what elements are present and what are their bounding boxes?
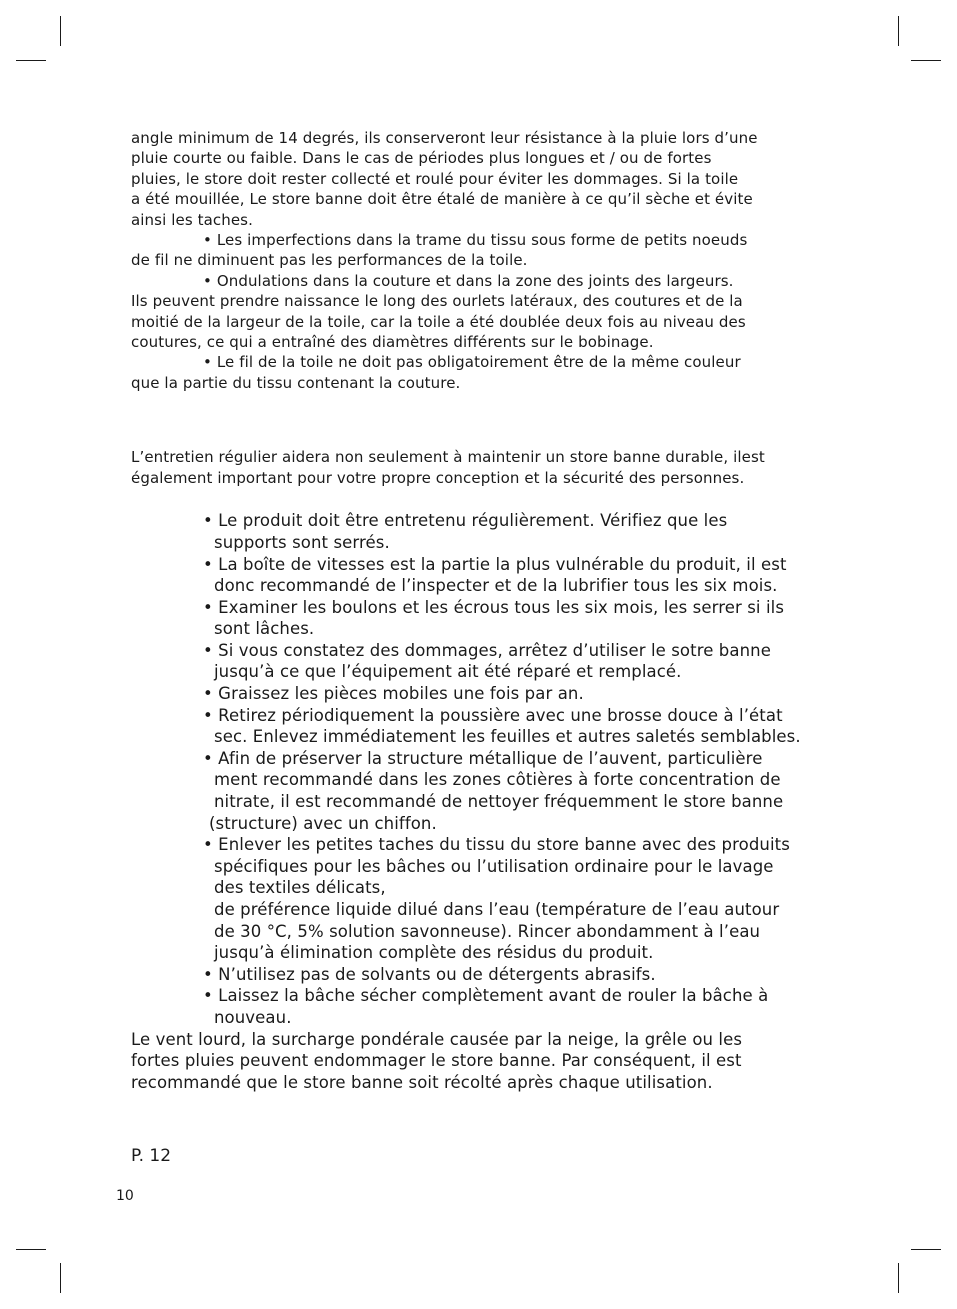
list-item: de 30 °C, 5% solution savonneuse). Rincer abondamment à l’eau	[214, 922, 761, 941]
page-reference: P. 12	[131, 1146, 172, 1166]
crop-mark	[898, 16, 899, 46]
list-item: des textiles délicats,	[214, 878, 386, 897]
list-item: jusqu’à ce que l’équipement ait été réparé et remplacé.	[214, 662, 682, 681]
list-item: sec. Enlevez immédiatement les feuilles et autres saletés semblables.	[214, 727, 801, 746]
list-item: • La boîte de vitesses est la partie la plus vulnérable du produit, il est	[203, 555, 787, 574]
list-item: supports sont serrés.	[214, 533, 390, 552]
text-line: pluie courte ou faible. Dans le cas de périodes plus longues et / ou de fortes	[131, 149, 712, 167]
crop-mark	[16, 60, 46, 61]
list-item: • Enlever les petites taches du tissu du store banne avec des produits	[203, 835, 790, 854]
list-item: sont lâches.	[214, 619, 315, 638]
bullet-line: • Ondulations dans la couture et dans la zone des joints des largeurs.	[203, 272, 734, 290]
list-item: ment recommandé dans les zones côtières à forte concentration de	[214, 770, 781, 789]
text-line: de fil ne diminuent pas les performances de la toile.	[131, 251, 528, 269]
list-item: • Si vous constatez des dommages, arrêtez d’utiliser le sotre banne	[203, 641, 771, 660]
list-item: (structure) avec un chiffon.	[209, 814, 437, 833]
crop-mark	[60, 16, 61, 46]
list-item: jusqu’à élimination complète des résidus du produit.	[214, 943, 654, 962]
text-line: pluies, le store doit rester collecté et roulé pour éviter les dommages. Si la toile	[131, 170, 739, 188]
list-item: donc recommandé de l’inspecter et de la lubrifier tous les six mois.	[214, 576, 778, 595]
bullet-line: • Les imperfections dans la trame du tissu sous forme de petits noeuds	[203, 231, 748, 249]
bullet-line: • Le fil de la toile ne doit pas obligatoirement être de la même couleur	[203, 353, 741, 371]
list-item: • Le produit doit être entretenu régulièrement. Vérifiez que les	[203, 511, 728, 530]
list-item: spécifiques pour les bâches ou l’utilisation ordinaire pour le lavage	[214, 857, 774, 876]
list-item: • Afin de préserver la structure métallique de l’auvent, particulière	[203, 749, 763, 768]
text-line: fortes pluies peuvent endommager le store banne. Par conséquent, il est	[131, 1051, 742, 1070]
list-item: • N’utilisez pas de solvants ou de détergents abrasifs.	[203, 965, 656, 984]
crop-mark	[16, 1249, 46, 1250]
crop-mark	[911, 1249, 941, 1250]
list-item: nouveau.	[214, 1008, 292, 1027]
crop-mark	[898, 1263, 899, 1293]
list-item: • Retirez périodiquement la poussière avec une brosse douce à l’état	[203, 706, 783, 725]
crop-mark	[60, 1263, 61, 1293]
list-item: • Laissez la bâche sécher complètement avant de rouler la bâche à	[203, 986, 769, 1005]
text-line: Ils peuvent prendre naissance le long des ourlets latéraux, des coutures et de la	[131, 292, 743, 310]
text-line: également important pour votre propre conception et la sécurité des personnes.	[131, 469, 745, 487]
text-line: que la partie du tissu contenant la couture.	[131, 374, 461, 392]
crop-mark	[911, 60, 941, 61]
list-item: de préférence liquide dilué dans l’eau (température de l’eau autour	[214, 900, 780, 919]
text-line: recommandé que le store banne soit récolté après chaque utilisation.	[131, 1073, 713, 1092]
text-line: Le vent lourd, la surcharge pondérale causée par la neige, la grêle ou les	[131, 1030, 743, 1049]
text-line: ainsi les taches.	[131, 211, 253, 229]
text-line: L’entretien régulier aidera non seulement à maintenir un store banne durable, ilest	[131, 448, 765, 466]
list-item: nitrate, il est recommandé de nettoyer fréquemment le store banne	[214, 792, 784, 811]
list-item: • Graissez les pièces mobiles une fois par an.	[203, 684, 584, 703]
text-line: a été mouillée, Le store banne doit être étalé de manière à ce qu’il sèche et évite	[131, 190, 753, 208]
page-number: 10	[116, 1188, 134, 1204]
list-item: • Examiner les boulons et les écrous tous les six mois, les serrer si ils	[203, 598, 785, 617]
text-line: moitié de la largeur de la toile, car la toile a été doublée deux fois au niveau des	[131, 313, 746, 331]
text-line: angle minimum de 14 degrés, ils conserveront leur résistance à la pluie lors d’une	[131, 129, 758, 147]
text-line: coutures, ce qui a entraîné des diamètres différents sur le bobinage.	[131, 333, 654, 351]
